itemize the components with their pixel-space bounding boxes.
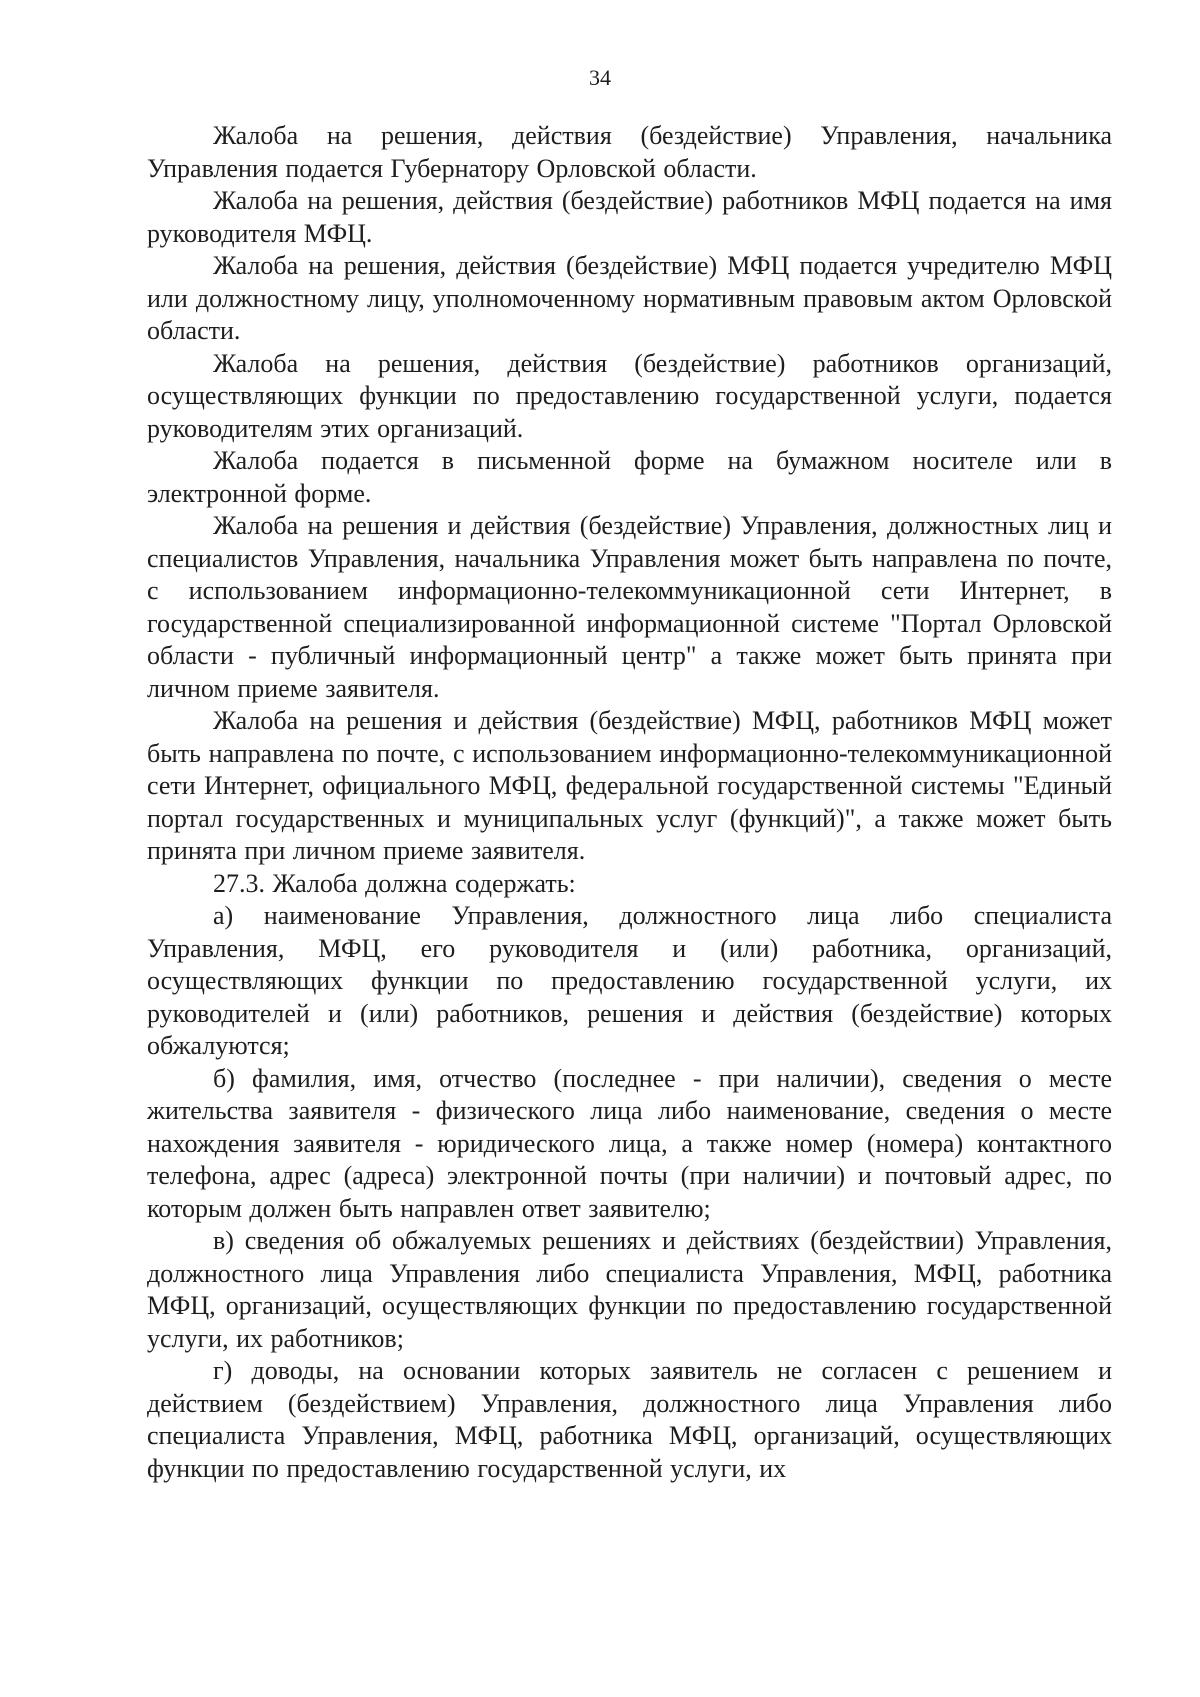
document-body [147,120,1112,1485]
paragraph-section-27-3: 27.3. Жалоба должна содержать: [213,868,576,898]
list-item-v: в) сведения об обжалуемых решениях и действиях (бездействии) Управления, должностного лица Управления либо специалиста Управления, МФЦ, работника МФЦ, организаций, осуществляющих функции по предоставлению государственной услуги, их работников; [147,1226,1112,1353]
paragraph-complaint-submission-mfc: Жалоба на решения и действия (бездействие) МФЦ, работников МФЦ может быть направлена по почте, с использованием информационно-телекоммуникационной сети Интернет, официального МФЦ, федеральной государственной системы "Единый портал государственных и муниципальных услуг (функций)", а также может быть принята при личном приеме заявителя. [147,706,1112,865]
page-number: 34 [589,65,611,90]
paragraph-complaint-mfc-founder: Жалоба на решения, действия (бездействие) МФЦ подается учредителю МФЦ или должностному лицу, уполномоченному нормативным правовым актом Орловской области. [147,251,1112,345]
list-item-a: а) наименование Управления, должностного лица либо специалиста Управления, МФЦ, его руководителя и (или) работника, организаций, осуществляющих функции по предоставлению государственной услуги, их руководителей и (или) работников, решения и действия (бездействие) которых обжалуются; [147,901,1112,1060]
paragraph-complaint-form: Жалоба подается в письменной форме на бумажном носителе или в электронной форме. [147,446,1112,508]
paragraph-complaint-governor: Жалоба на решения, действия (бездействие) Управления, начальника Управления подается Губернатору Орловской области. [147,121,1112,183]
paragraph-complaint-submission-administration: Жалоба на решения и действия (бездействие) Управления, должностных лиц и специалистов Управления, начальника Управления может быть направлена по почте, с использованием информационно-телекоммуникационной сети Интернет, в государственной специализированной информационной системе "Портал Орловской области - публичный информационный центр" а также может быть принята при личном приеме заявителя. [147,511,1112,703]
paragraph-complaint-mfc-employees: Жалоба на решения, действия (бездействие) работников МФЦ подается на имя руководителя МФЦ. [147,186,1112,248]
list-item-g: г) доводы, на основании которых заявитель не согласен с решением и действием (бездействием) Управления, должностного лица Управления либо специалиста Управления, МФЦ, работника МФЦ, организаций, осуществляющих функции по предоставлению государственной услуги, их [147,1356,1112,1483]
paragraph-complaint-organizations: Жалоба на решения, действия (бездействие) работников организаций, осуществляющих функции по предоставлению государственной услуги, подается руководителям этих организаций. [147,348,1112,443]
list-item-b: б) фамилия, имя, отчество (последнее - при наличии), сведения о месте жительства заявителя - физического лица либо наименование, сведения о месте нахождения заявителя - юридического лица, а также номер (номера) контактного телефона, адрес (адреса) электронной почты (при наличии) и почтовый адрес, по которым должен быть направлен ответ заявителю; [147,1063,1112,1223]
